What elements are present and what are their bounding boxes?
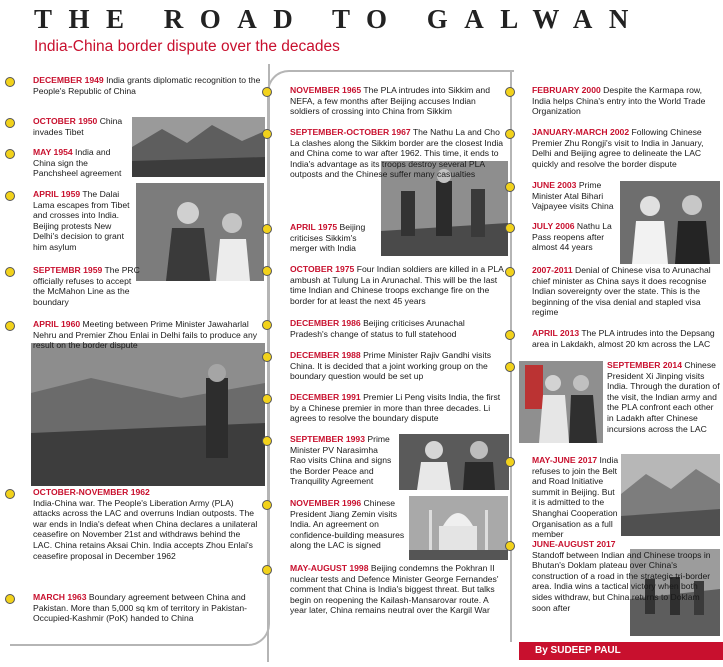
- timeline-dot: [505, 87, 515, 97]
- timeline-event: JULY 2006 Nathu La Pass reopens after almost 44 years: [532, 221, 612, 253]
- timeline-event: MAY-JUNE 2017 India refuses to join the Belt and Road Initiative summit in Beijing. But it is admitted to the Shanghai Cooperation Organisation as a full member: [532, 455, 619, 540]
- timeline-event: APRIL 2013 The PLA intrudes into the Depsang area in Lakdakh, almost 20 km across the LAC: [532, 328, 715, 349]
- timeline-event: JUNE 2003 Prime Minister Atal Bihari Vajpayee visits China: [532, 180, 614, 212]
- timeline-event: DECEMBER 1986 Beijing criticises Arunachal Pradesh's change of status to full statehood: [290, 318, 465, 339]
- photo-1962-war: [31, 343, 265, 486]
- timeline-event: JUNE-AUGUST 2017 Standoff between Indian and Chinese troops in Bhutan's Doklam plateau over China's construction of a road in the strategic tri-border area. India wins a tactical victory when both sides withdraw, but China returns to Doklam soon after: [532, 539, 711, 613]
- timeline-event: SEPTEMBER 2014 Chinese President Xi Jinping visits India. Through the duration of the visit, the Indian army and the PLA confront each other in Ladakh after Chinese incursions across the LAC: [607, 360, 720, 434]
- photo-dalai-lama-nehru: [136, 183, 264, 281]
- page-subtitle: India-China border dispute over the decades: [34, 38, 340, 55]
- timeline-event: OCTOBER-NOVEMBER 1962 India-China war. The People's Liberation Army (PLA) attacks across the LAC and overruns Indian outposts. The war ends in India's defeat when China declares a unilateral ceasefire on November 21st and withdraws behind the LAC. China retains Aksai Chin. India accepts Zhou Enlai's ceasefire proposal in December 1962: [33, 487, 258, 561]
- timeline-dot: [262, 565, 272, 575]
- timeline-dot: [5, 267, 15, 277]
- timeline-dot: [505, 362, 515, 372]
- timeline-dot: [505, 223, 515, 233]
- timeline-dot: [505, 129, 515, 139]
- timeline-event: FEBRUARY 2000 Despite the Karmapa row, India helps China's entry into the World Trade Organization: [532, 85, 706, 117]
- timeline-dot: [262, 87, 272, 97]
- timeline-event: SEPTEMBR 1959 The PRC officially refuses to accept the McMahon Line as the boundary: [33, 265, 140, 307]
- timeline-event: APRIL 1959 The Dalai Lama escapes from Tibet and crosses into India. Beijing protests New Delhi's decision to grant him asylum: [33, 189, 130, 252]
- timeline-event: MAY 1954 India and China sign the Panchsheel agreement: [33, 147, 122, 179]
- photo-tibet-troops: [132, 117, 265, 177]
- timeline-dot: [5, 118, 15, 128]
- timeline-event: 2007-2011 Denial of Chinese visa to Arunachal chief minister as China says it does recognise Indian sovereignty over the state. This is the beginning of the visa denial and stapled visa regime: [532, 265, 711, 318]
- photo-vajpayee-china: [620, 181, 720, 264]
- page-title: THE ROAD TO GALWAN: [34, 4, 645, 34]
- timeline-event: NOVEMBER 1996 Chinese President Jiang Zemin visits India. An agreement on confidence-building measures along the LAC is signed: [290, 498, 405, 551]
- timeline-event: OCTOBER 1950 China invades Tibet: [33, 116, 123, 137]
- timeline-dot: [262, 394, 272, 404]
- timeline-dot: [262, 224, 272, 234]
- timeline-event: DECEMBER 1988 Prime Minister Rajiv Gandhi visits China. It is decided that a joint working group on the boundary question would be set up: [290, 350, 492, 382]
- timeline-dot: [5, 594, 15, 604]
- timeline-dot: [5, 489, 15, 499]
- timeline-dot: [262, 320, 272, 330]
- timeline-dot: [262, 436, 272, 446]
- timeline-event: NOVEMBER 1965 The PLA intrudes into Sikkim and NEFA, a few months after Beijing accuses Indian soldiers of crossing into China from Sikkim: [290, 85, 490, 117]
- timeline-event: MAY-AUGUST 1998 Beijing condemns the Pokhran II nuclear tests and Defence Minister George Fernandes' comment that China is India's biggest threat. But talks begin on reopening the Kailash-Mansarovar route. A year later, China remains neutral over the Kargil War: [290, 563, 499, 616]
- timeline-event: OCTOBER 1975 Four Indian soldiers are killed in a PLA ambush at Tulung La in Arunachal. This will be the last time Indian and Chinese troops exchange fire on the border for at least the next 45 years: [290, 264, 504, 306]
- timeline-event: APRIL 1960 Meeting between Prime Minister Jawaharlal Nehru and Premier Zhou Enlai in Delhi fails to produce any result on the border dispute: [33, 319, 258, 351]
- timeline-event: JANUARY-MARCH 2002 Following Chinese Premier Zhu Rongji's visit to India in January, Delhi and Beijing agree to delineate the LAC quickly and resolve the border dispute: [532, 127, 704, 169]
- timeline-dot: [262, 129, 272, 139]
- timeline-event: APRIL 1975 Beijing criticises Sikkim's merger with India: [290, 222, 366, 254]
- timeline-dot: [5, 321, 15, 331]
- timeline-dot: [505, 330, 515, 340]
- timeline-dot: [5, 149, 15, 159]
- timeline-dot: [505, 267, 515, 277]
- timeline-event: SEPTEMBER-OCTOBER 1967 The Nathu La and Cho La clashes along the Sikkim border are the closest India and China come to war after 1962. This time, it ends to India's advantage as its troops destroy several PLA outposts and the Chinese suffer many casualties: [290, 127, 504, 180]
- timeline-dot: [505, 541, 515, 551]
- timeline-event: MARCH 1963 Boundary agreement between China and Pakistan. More than 5,000 sq km of territory in Pakistan-Occupied-Kashmir (PoK) handed to China: [33, 592, 247, 624]
- timeline-dot: [5, 191, 15, 201]
- timeline-dot: [262, 266, 272, 276]
- photo-narasimha-rao: [399, 434, 509, 490]
- photo-modi-xi: [519, 361, 603, 443]
- timeline-dot: [505, 457, 515, 467]
- photo-taj-mahal: [409, 496, 508, 560]
- photo-doklam-plateau: [621, 454, 720, 536]
- timeline-dot: [262, 500, 272, 510]
- timeline-dot: [262, 352, 272, 362]
- timeline-event: DECEMBER 1991 Premier Li Peng visits India, the first by a Chinese premier in more than three decades. Li agrees to resolve the boundary dispute: [290, 392, 501, 424]
- timeline-event: SEPTEMBER 1993 Prime Minister PV Narasimha Rao visits China and signs the Border Peace and Tranquility Agreement: [290, 434, 392, 487]
- timeline-event: DECEMBER 1949 India grants diplomatic recognition to the People's Republic of China: [33, 75, 261, 96]
- timeline-dot: [5, 77, 15, 87]
- timeline-dot: [505, 182, 515, 192]
- byline: By SUDEEP PAUL: [519, 642, 723, 660]
